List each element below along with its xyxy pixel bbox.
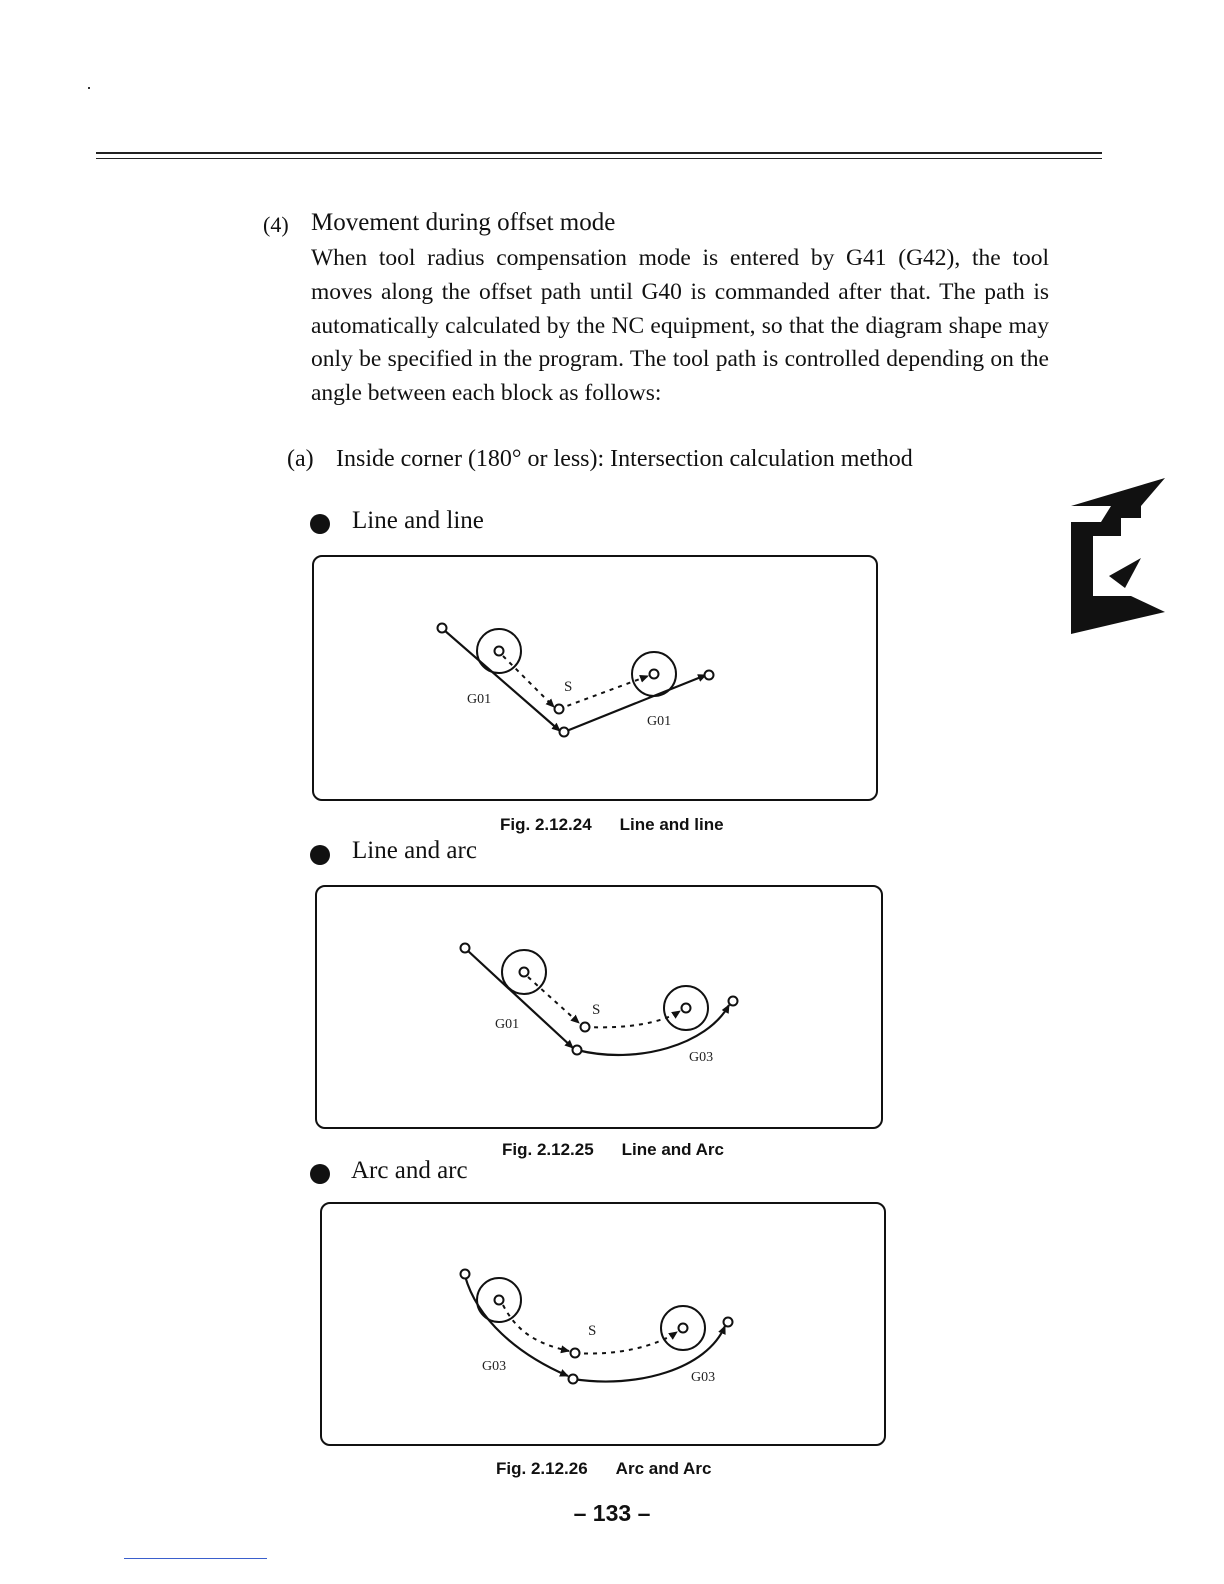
g-code-label-right: G01	[647, 714, 672, 729]
figure-caption-text: Arc and Arc	[615, 1459, 712, 1478]
bullet-dot	[310, 845, 330, 865]
page-number: – 133 –	[573, 1500, 651, 1526]
figure-arc-and-arc	[320, 1202, 886, 1446]
figure-line-and-arc	[315, 885, 883, 1129]
g-code-label-left: G03	[482, 1359, 507, 1374]
start-label: S	[564, 679, 573, 695]
section-title: Movement during offset mode	[311, 209, 616, 236]
diagram-arc-arc	[322, 1204, 888, 1448]
g-code-label-right: G03	[689, 1050, 714, 1065]
bullet-label-arc-arc: Arc and arc	[351, 1157, 468, 1184]
subsection-label: (a)	[287, 446, 314, 472]
figure-line-and-line	[312, 555, 878, 801]
section-body: When tool radius compensation mode is entered by G41 (G42), the tool moves along the offset path until G40 is commanded after that. The path is automatically calculated by the NC equipment, so that the diagram shape may only be specified in the program. The tool path is controlled depending on the angle between each block as follows:	[311, 245, 1049, 407]
g-code-label-left: G01	[467, 692, 492, 707]
g-code-label-left: G01	[495, 1017, 520, 1032]
figure-caption-text: Line and Arc	[621, 1140, 725, 1159]
figure-number: Fig. 2.12.25	[502, 1140, 594, 1159]
header-rule	[96, 152, 1102, 154]
start-label: S	[588, 1323, 597, 1339]
figure-caption	[502, 1140, 724, 1160]
bullet-dot	[310, 1164, 330, 1184]
figure-caption-text: Line and line	[619, 815, 724, 834]
chapter-tab-icon	[1071, 476, 1166, 636]
header-rule-thin	[96, 158, 1102, 159]
figure-number: Fig. 2.12.26	[496, 1459, 588, 1478]
start-label: S	[592, 1002, 601, 1018]
stray-dot	[88, 87, 90, 89]
bullet-label-line-line: Line and line	[352, 507, 484, 534]
bullet-label-line-arc: Line and arc	[352, 837, 477, 864]
diagram-line-arc	[317, 887, 885, 1131]
bottom-rule	[124, 1558, 267, 1559]
bullet-dot	[310, 514, 330, 534]
diagram-line-line	[314, 557, 880, 803]
g-code-label-right: G03	[691, 1370, 716, 1385]
subsection-title: Inside corner (180° or less): Intersection calculation method	[336, 446, 913, 472]
section-number: (4)	[263, 212, 289, 237]
figure-caption	[500, 815, 724, 835]
figure-caption	[496, 1459, 711, 1479]
figure-number: Fig. 2.12.24	[500, 815, 592, 834]
